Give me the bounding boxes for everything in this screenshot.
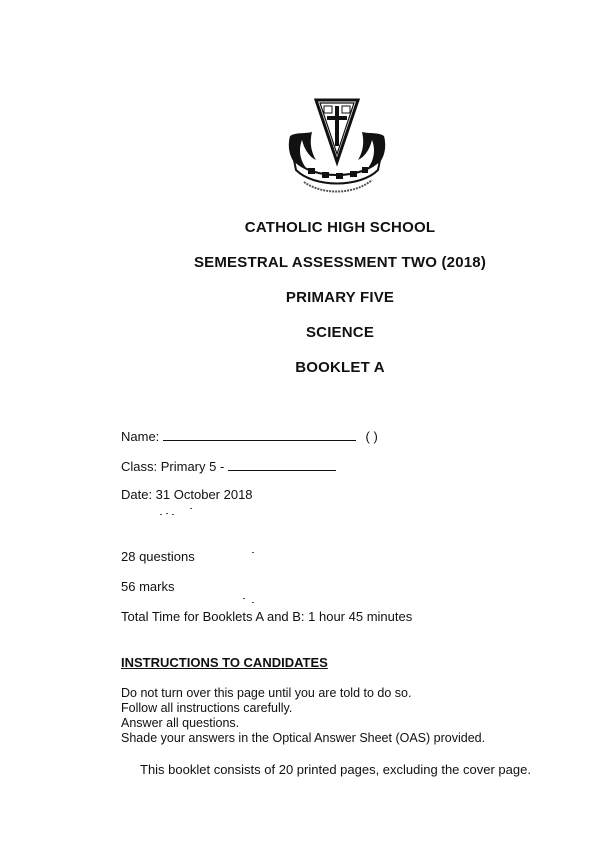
name-blank[interactable] xyxy=(163,428,356,441)
school-crest-icon xyxy=(282,96,392,196)
name-field xyxy=(121,428,378,444)
instructions-title: INSTRUCTIONS TO CANDIDATES xyxy=(121,655,328,670)
instruction-item: Shade your answers in the Optical Answer Sheet (OAS) provided. xyxy=(121,731,486,745)
class-field xyxy=(121,458,336,474)
question-count: 28 questions xyxy=(121,549,195,564)
total-marks: 56 marks xyxy=(121,579,175,594)
register-number-paren: ( ) xyxy=(365,429,378,444)
level-title: PRIMARY FIVE xyxy=(285,289,395,306)
date-field: Date: 31 October 2018 xyxy=(121,487,253,502)
instruction-item: Do not turn over this page until you are told to do so. xyxy=(121,686,412,700)
instruction-item: Answer all questions. xyxy=(121,716,240,730)
total-time: Total Time for Booklets A and B: 1 hour 45 minutes xyxy=(121,609,413,624)
class-label: Class: Primary 5 - xyxy=(121,459,225,474)
instructions-list xyxy=(121,686,485,746)
instruction-item: Follow all instructions carefully. xyxy=(121,701,293,715)
school-name: CATHOLIC HIGH SCHOOL xyxy=(244,219,436,236)
booklet-title: BOOKLET A xyxy=(295,359,385,376)
assessment-title: SEMESTRAL ASSESSMENT TWO (2018) xyxy=(193,254,487,271)
subject-title: SCIENCE xyxy=(305,324,375,341)
page-count-note: This booklet consists of 20 printed pages, excluding the cover page. xyxy=(140,762,531,777)
name-label: Name: xyxy=(121,429,160,444)
class-blank[interactable] xyxy=(228,458,336,471)
